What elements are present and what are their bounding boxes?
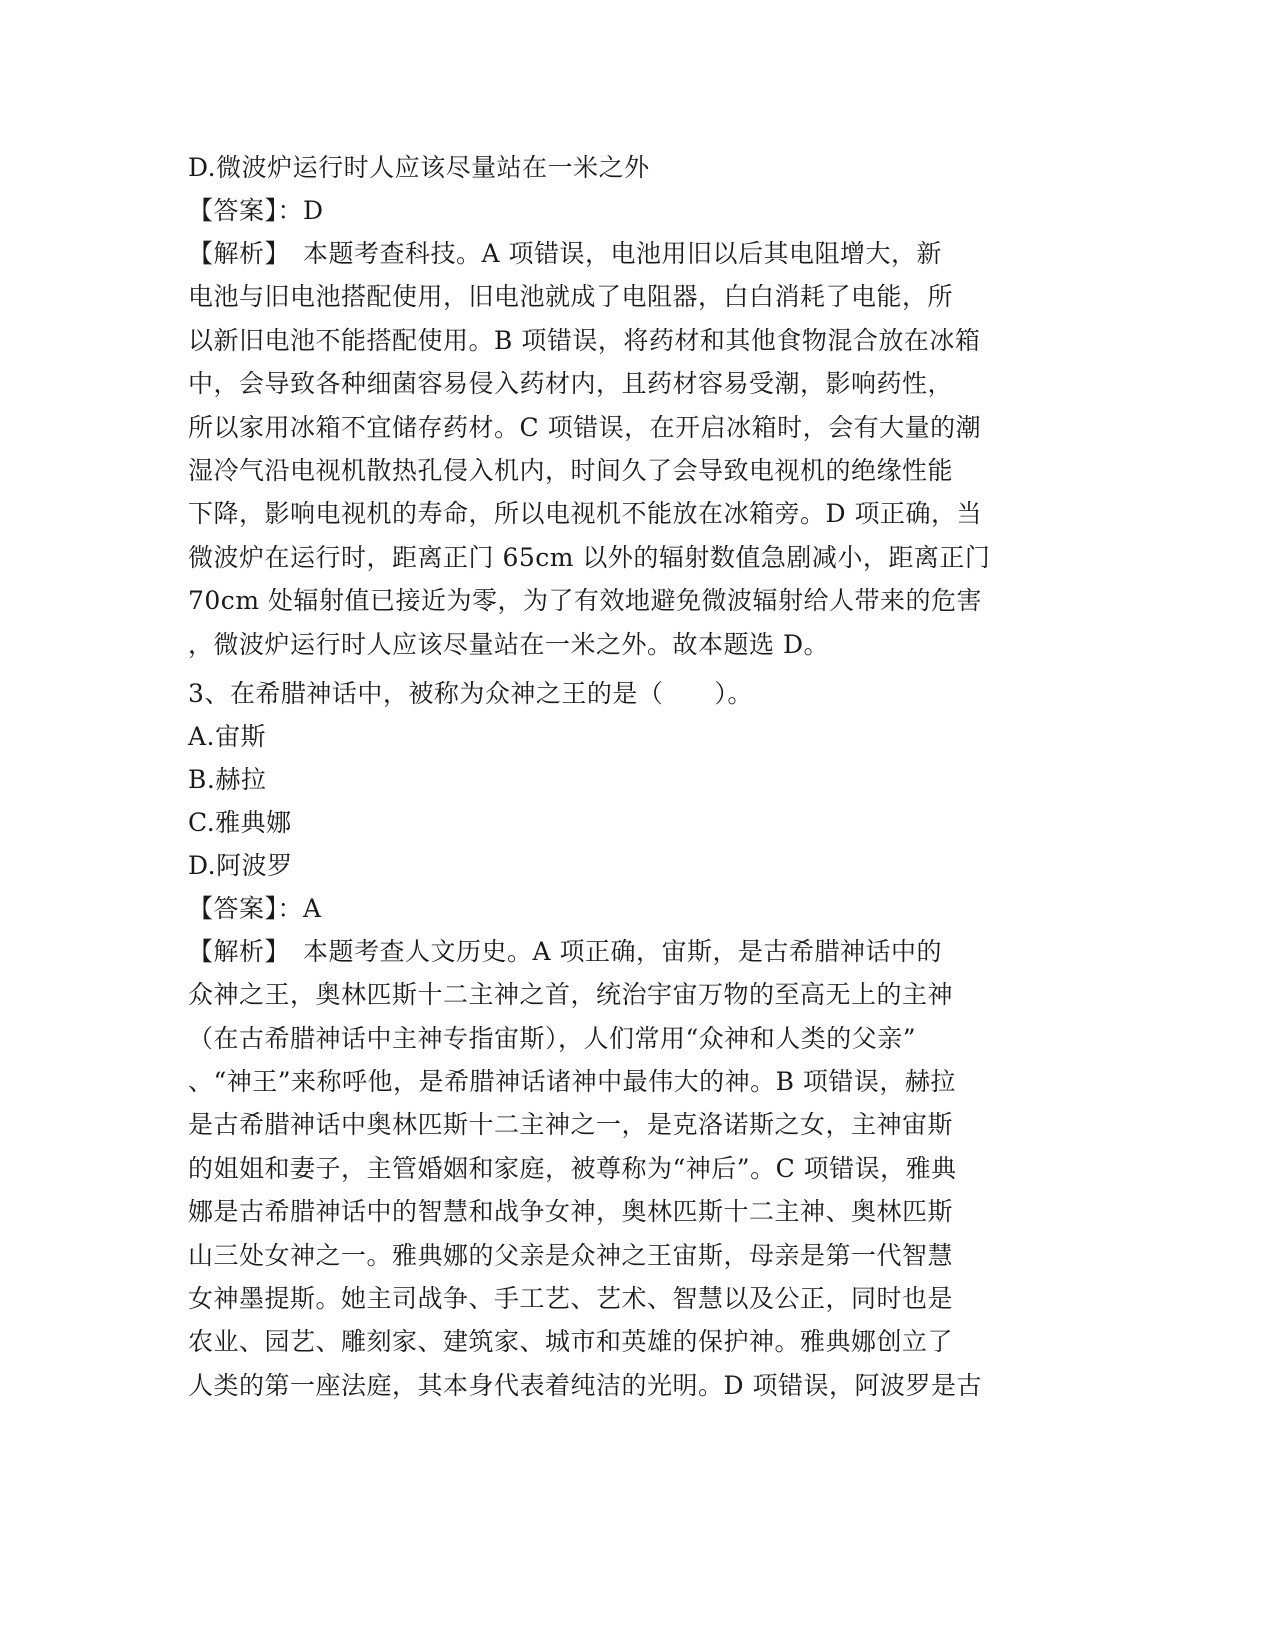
analysis-line: 女神墨提斯。她主司战争、手工艺、艺术、智慧以及公正，同时也是: [188, 1284, 954, 1314]
q3-answer: 【答案】：A: [188, 893, 322, 923]
analysis-line: 湿冷气沿电视机散热孔侵入机内，时间久了会导致电视机的绝缘性能: [188, 455, 954, 485]
q2-answer: 【答案】：D: [188, 196, 324, 225]
analysis-line: 电池与旧电池搭配使用，旧电池就成了电阻器，白白消耗了电能，所: [188, 282, 954, 312]
q3-option-a: A.宙斯: [188, 721, 267, 751]
analysis-line: 中，会导致各种细菌容易侵入药材内，且药材容易受潮，影响药性，: [188, 369, 954, 399]
analysis-line: 【解析】 本题考查人文历史。A 项正确，宙斯，是古希腊神话中的: [188, 936, 943, 966]
analysis-line: 娜是古希腊神话中的智慧和战争女神，奥林匹斯十二主神、奥林匹斯: [188, 1197, 954, 1227]
q3-option-b: B.赫拉: [188, 764, 267, 794]
analysis-line: 70cm 处辐射值已接近为零，为了有效地避免微波辐射给人带来的危害: [188, 586, 982, 616]
analysis-line: 、“神王”来称呼他，是希腊神话诸神中最伟大的神。B 项错误，赫拉: [188, 1067, 956, 1097]
q3-option-c: C.雅典娜: [188, 807, 292, 837]
analysis-line: ，微波炉运行时人应该尽量站在一米之外。故本题选 D。: [188, 629, 829, 659]
analysis-line: 农业、园艺、雕刻家、建筑家、城市和英雄的保护神。雅典娜创立了: [188, 1327, 954, 1357]
analysis-line: 众神之王，奥林匹斯十二主神之首，统治宇宙万物的至高无上的主神: [188, 980, 954, 1010]
q3-option-d: D.阿波罗: [188, 850, 293, 880]
analysis-line: 是古希腊神话中奥林匹斯十二主神之一，是克洛诺斯之女，主神宙斯: [188, 1110, 954, 1140]
analysis-line: 的姐姐和妻子，主管婚姻和家庭，被尊称为“神后”。C 项错误，雅典: [188, 1153, 957, 1183]
q2-option-d: D.微波炉运行时人应该尽量站在一米之外: [188, 153, 650, 182]
document-page: [188, 146, 1088, 1407]
analysis-line: 下降，影响电视机的寿命，所以电视机不能放在冰箱旁。D 项正确，当: [188, 499, 982, 529]
q2-analysis: [188, 232, 1088, 666]
q3-question: 3、在希腊神话中，被称为众神之王的是（ ）。: [188, 678, 753, 708]
analysis-line: 【解析】 本题考查科技。A 项错误，电池用旧以后其电阻增大，新: [188, 239, 943, 268]
analysis-line: 所以家用冰箱不宜储存药材。C 项错误，在开启冰箱时，会有大量的潮: [188, 412, 982, 442]
analysis-line: 人类的第一座法庭，其本身代表着纯洁的光明。D 项错误，阿波罗是古: [188, 1370, 982, 1400]
analysis-line: 以新旧电池不能搭配使用。B 项错误，将药材和其他食物混合放在冰箱: [188, 325, 981, 355]
analysis-line: （在古希腊神话中主神专指宙斯），人们常用“众神和人类的父亲”: [188, 1023, 917, 1053]
q3-analysis: [188, 930, 1088, 1407]
analysis-line: 微波炉在运行时，距离正门 65cm 以外的辐射数值急剧减小，距离正门: [188, 542, 991, 572]
analysis-line: 山三处女神之一。雅典娜的父亲是众神之王宙斯，母亲是第一代智慧: [188, 1240, 954, 1270]
